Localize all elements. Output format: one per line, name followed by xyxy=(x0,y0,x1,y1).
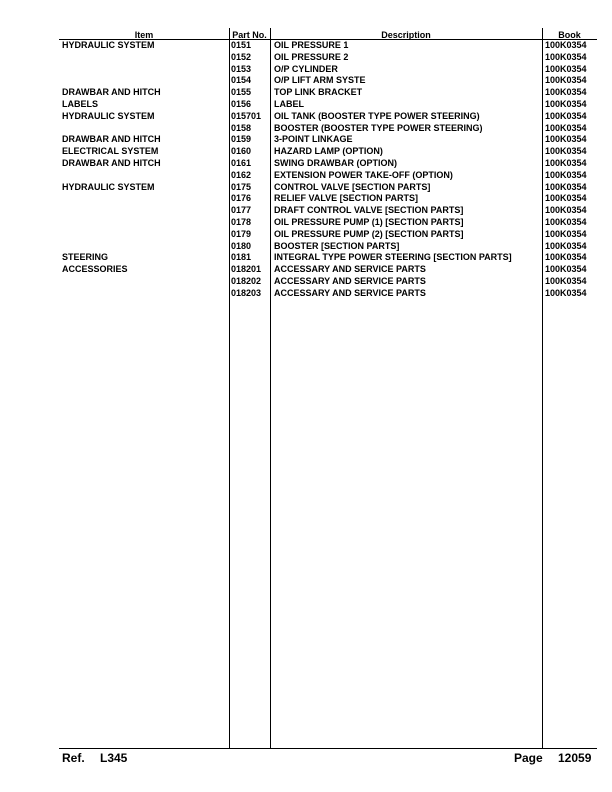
description-cell: OIL PRESSURE 1 xyxy=(274,40,349,50)
part-no-cell: 0161 xyxy=(231,157,252,168)
book-cell: 100K0354 xyxy=(545,63,587,74)
item-cell xyxy=(59,64,229,76)
table-row xyxy=(59,123,597,135)
book-cell: 100K0354 xyxy=(545,169,587,180)
item-cell xyxy=(59,52,229,64)
part-no-cell: 018201 xyxy=(231,264,262,275)
parts-table xyxy=(59,28,597,749)
table-row xyxy=(59,217,597,229)
part-no-cell: 0176 xyxy=(231,193,252,204)
header-description: Description xyxy=(381,30,431,40)
book-cell: 100K0354 xyxy=(545,146,587,157)
book-cell: 100K0354 xyxy=(545,134,587,145)
table-row xyxy=(59,252,597,264)
description-cell: HAZARD LAMP (OPTION) xyxy=(274,146,383,157)
table-body xyxy=(59,40,597,300)
description-cell: INTEGRAL TYPE POWER STEERING [SECTION PARTS] xyxy=(274,252,512,263)
part-no-cell: 0156 xyxy=(231,98,252,109)
description-cell: 3-POINT LINKAGE xyxy=(274,134,353,145)
item-cell xyxy=(59,205,229,217)
part-no-cell: 015701 xyxy=(231,110,262,121)
ref-value: L345 xyxy=(100,751,128,765)
description-cell: BOOSTER [SECTION PARTS] xyxy=(274,240,400,251)
table-row xyxy=(59,40,597,52)
description-cell: O/P LIFT ARM SYSTE xyxy=(274,75,366,86)
part-no-cell: 0180 xyxy=(231,240,252,251)
description-cell: O/P CYLINDER xyxy=(274,63,338,74)
header-book: Book xyxy=(558,30,581,40)
table-row xyxy=(59,87,597,99)
description-cell: RELIEF VALVE [SECTION PARTS] xyxy=(274,193,419,204)
description-cell: OIL PRESSURE PUMP (2) [SECTION PARTS] xyxy=(274,228,464,239)
part-no-cell: 0162 xyxy=(231,169,252,180)
description-cell: ACCESSARY AND SERVICE PARTS xyxy=(274,287,426,298)
item-cell: STEERING xyxy=(62,252,109,263)
part-no-cell: 0175 xyxy=(231,181,252,192)
part-no-cell: 018202 xyxy=(231,275,262,286)
book-cell: 100K0354 xyxy=(545,110,587,121)
table-row xyxy=(59,193,597,205)
part-no-cell: 0177 xyxy=(231,205,252,216)
description-cell: OIL TANK (BOOSTER TYPE POWER STEERING) xyxy=(274,110,480,121)
book-cell: 100K0354 xyxy=(545,193,587,204)
book-cell: 100K0354 xyxy=(545,228,587,239)
description-cell: BOOSTER (BOOSTER TYPE POWER STEERING) xyxy=(274,122,483,133)
part-no-cell: 0159 xyxy=(231,134,252,145)
part-no-cell: 0178 xyxy=(231,216,252,227)
part-no-cell: 0181 xyxy=(231,252,252,263)
part-no-cell: 0152 xyxy=(231,51,252,62)
part-no-cell: 0160 xyxy=(231,146,252,157)
book-cell: 100K0354 xyxy=(545,252,587,263)
item-cell xyxy=(59,170,229,182)
page-number: 12059 xyxy=(558,751,592,765)
item-cell xyxy=(59,288,229,300)
book-cell: 100K0354 xyxy=(545,98,587,109)
ref-label: Ref. xyxy=(62,751,85,765)
part-no-cell: 0153 xyxy=(231,63,252,74)
description-cell: ACCESSARY AND SERVICE PARTS xyxy=(274,264,426,275)
table-row xyxy=(59,170,597,182)
table-row xyxy=(59,158,597,170)
table-row xyxy=(59,276,597,288)
description-cell: ACCESSARY AND SERVICE PARTS xyxy=(274,275,426,286)
table-row xyxy=(59,52,597,64)
table-row xyxy=(59,99,597,111)
description-cell: OIL PRESSURE PUMP (1) [SECTION PARTS] xyxy=(274,216,464,227)
book-cell: 100K0354 xyxy=(545,275,587,286)
page-label: Page xyxy=(514,751,543,765)
table-row xyxy=(59,241,597,253)
book-cell: 100K0354 xyxy=(545,216,587,227)
book-cell: 100K0354 xyxy=(545,240,587,251)
table-row xyxy=(59,111,597,123)
part-no-cell: 0151 xyxy=(231,40,252,50)
item-cell: ACCESSORIES xyxy=(62,264,128,275)
item-cell xyxy=(59,217,229,229)
description-cell: TOP LINK BRACKET xyxy=(274,87,363,98)
book-cell: 100K0354 xyxy=(545,264,587,275)
table-row xyxy=(59,146,597,158)
item-cell: HYDRAULIC SYSTEM xyxy=(62,110,155,121)
book-cell: 100K0354 xyxy=(545,51,587,62)
item-cell xyxy=(59,75,229,87)
table-row xyxy=(59,288,597,300)
book-cell: 100K0354 xyxy=(545,122,587,133)
table-row xyxy=(59,182,597,194)
part-no-cell: 018203 xyxy=(231,287,262,298)
table-row xyxy=(59,134,597,146)
description-cell: LABEL xyxy=(274,98,304,109)
book-cell: 100K0354 xyxy=(545,205,587,216)
item-cell: DRAWBAR AND HITCH xyxy=(62,87,161,98)
item-cell xyxy=(59,229,229,241)
description-cell: EXTENSION POWER TAKE-OFF (OPTION) xyxy=(274,169,453,180)
description-cell: DRAFT CONTROL VALVE [SECTION PARTS] xyxy=(274,205,464,216)
item-cell xyxy=(59,123,229,135)
book-cell: 100K0354 xyxy=(545,287,587,298)
item-cell: LABELS xyxy=(62,98,98,109)
item-cell: HYDRAULIC SYSTEM xyxy=(62,181,155,192)
part-no-cell: 0158 xyxy=(231,122,252,133)
description-cell: CONTROL VALVE [SECTION PARTS] xyxy=(274,181,431,192)
description-cell: OIL PRESSURE 2 xyxy=(274,51,349,62)
item-cell: DRAWBAR AND HITCH xyxy=(62,157,161,168)
item-cell xyxy=(59,276,229,288)
table-row xyxy=(59,205,597,217)
book-cell: 100K0354 xyxy=(545,87,587,98)
item-cell xyxy=(59,241,229,253)
part-no-cell: 0179 xyxy=(231,228,252,239)
item-cell: DRAWBAR AND HITCH xyxy=(62,134,161,145)
book-cell: 100K0354 xyxy=(545,40,587,50)
header-part-no: Part No. xyxy=(232,30,267,40)
book-cell: 100K0354 xyxy=(545,181,587,192)
header-item: Item xyxy=(134,30,154,40)
table-row xyxy=(59,264,597,276)
table-row xyxy=(59,75,597,87)
book-cell: 100K0354 xyxy=(545,157,587,168)
item-cell: ELECTRICAL SYSTEM xyxy=(62,146,159,157)
table-row xyxy=(59,229,597,241)
description-cell: SWING DRAWBAR (OPTION) xyxy=(274,157,397,168)
item-cell xyxy=(59,193,229,205)
item-cell: HYDRAULIC SYSTEM xyxy=(62,40,155,50)
table-row xyxy=(59,64,597,76)
book-cell: 100K0354 xyxy=(545,75,587,86)
part-no-cell: 0155 xyxy=(231,87,252,98)
part-no-cell: 0154 xyxy=(231,75,252,86)
